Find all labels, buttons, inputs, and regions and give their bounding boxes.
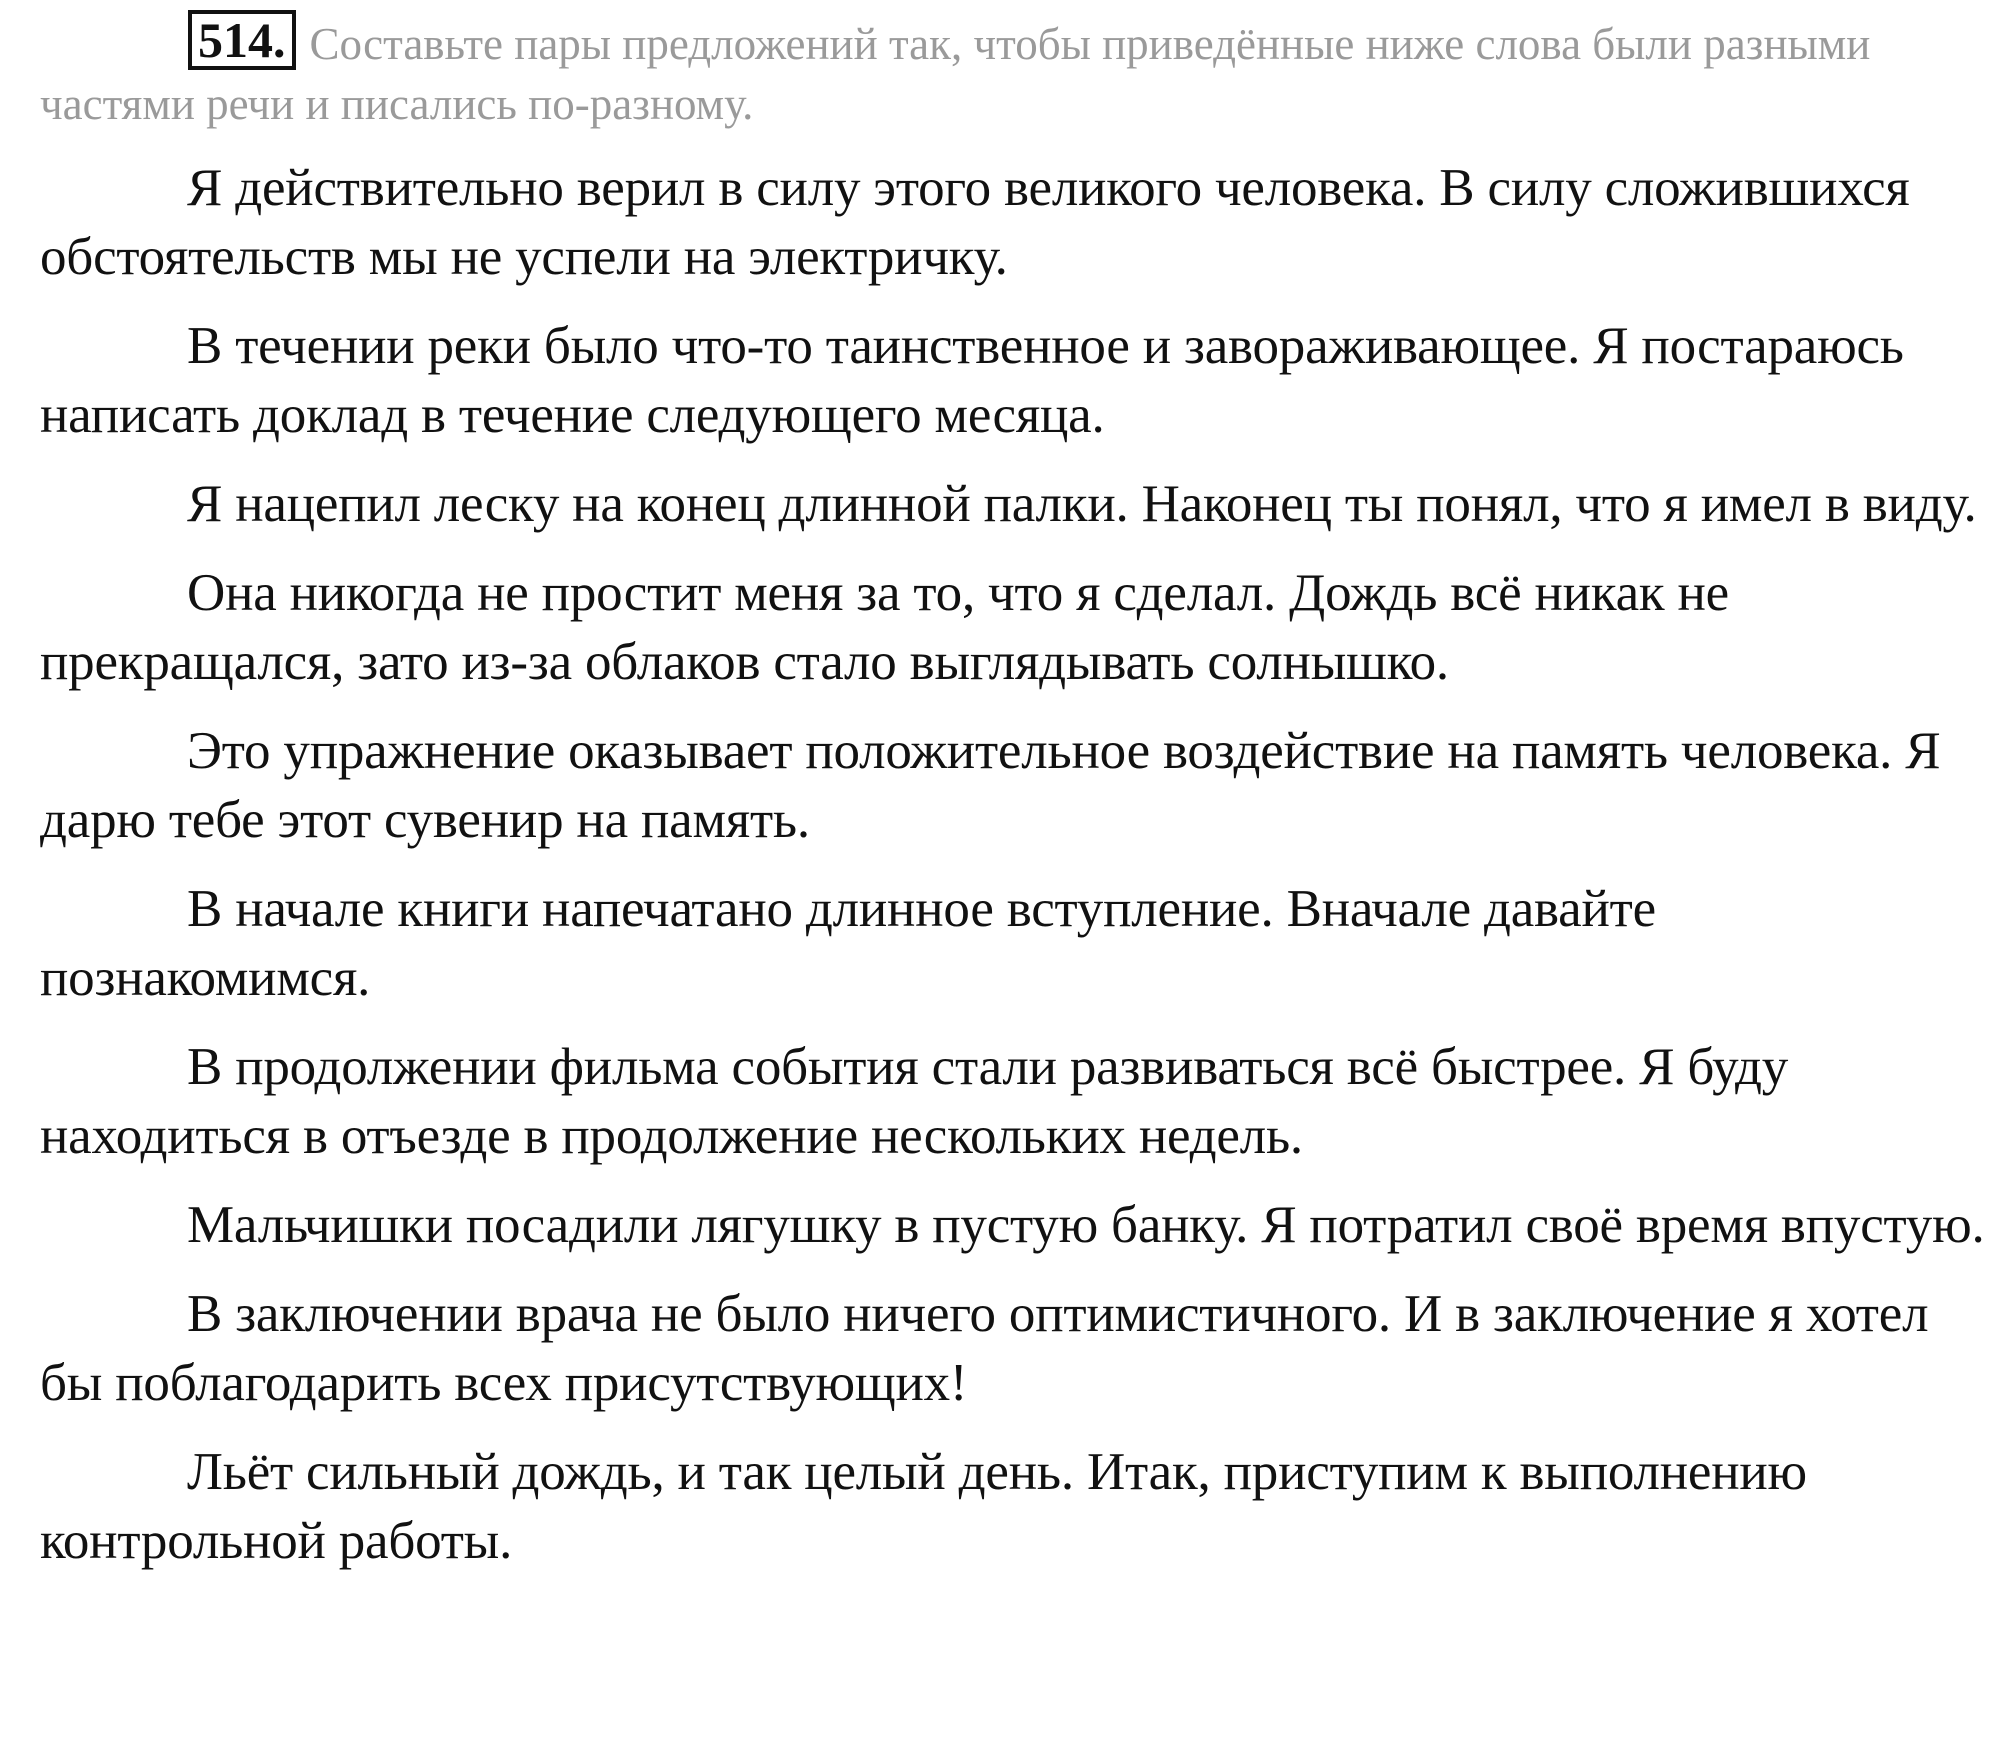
sentence-pair-8: Мальчишки посадили лягушку в пустую банку. Я потратил своё время впустую. [187, 1196, 1985, 1254]
sentence-pair-7: В продолжении фильма события стали развиваться всё быстрее. Я буду находиться в отъезде в продолжение нескольких недель. [40, 1038, 1789, 1165]
sentence-pair-3: Я нацепил леску на конец длинной палки. Наконец ты понял, что я имел в виду. [187, 475, 1977, 533]
exercise-number: 514. [188, 10, 296, 70]
sentence-pair-2: В течении реки было что-то таинственное и завораживающее. Я постараюсь написать доклад в течение следующего месяца. [40, 317, 1904, 444]
sentence-pair-9: В заключении врача не было ничего оптимистичного. И в заключение я хотел бы поблагодарить всех присутствующих! [40, 1285, 1929, 1412]
sentence-pair-1: Я действительно верил в силу этого великого человека. В силу сложившихся обстоятельств мы не успели на электричку. [40, 159, 1910, 286]
textbook-page [40, 10, 1990, 1596]
sentence-pair-10: Льёт сильный дождь, и так целый день. Итак, приступим к выполнению контрольной работы. [40, 1443, 1807, 1570]
sentence-pair-6: В начале книги напечатано длинное вступление. Вначале давайте познакомимся. [40, 880, 1656, 1007]
sentence-pair-5: Это упражнение оказывает положительное воздействие на память человека. Я дарю тебе этот сувенир на память. [40, 722, 1941, 849]
exercise-instruction: Составьте пары предложений так, чтобы приведённые ниже слова были разными частями речи и писались по-разному. [40, 19, 1871, 129]
sentence-pair-4: Она никогда не простит меня за то, что я сделал. Дождь всё никак не прекращался, зато из-за облаков стало выглядывать солнышко. [40, 564, 1729, 691]
exercise-header [40, 10, 1990, 134]
